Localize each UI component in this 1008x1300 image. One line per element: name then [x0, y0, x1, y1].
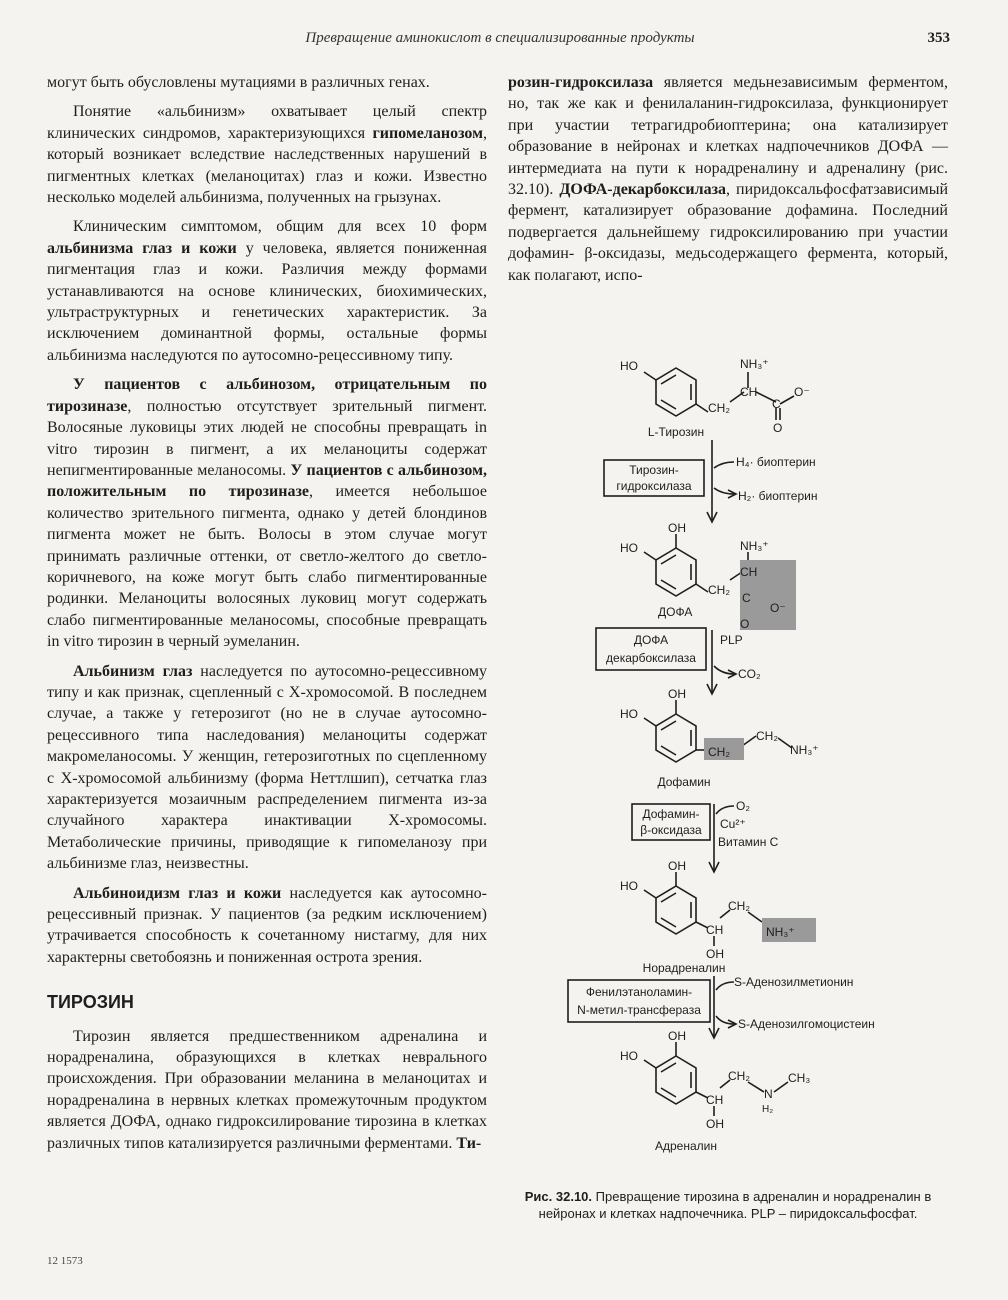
label-ch2: CH₂ — [756, 729, 778, 743]
enzyme2-line1: ДОФА — [633, 633, 669, 647]
label-ho: HO — [620, 1049, 638, 1063]
label-oh: OH — [706, 947, 724, 961]
label-o: O — [740, 617, 750, 631]
label-o2: O₂ — [736, 799, 750, 813]
cofactor-h2: H₂· биоптерин — [738, 489, 818, 503]
label-o: O — [773, 421, 783, 435]
printer-signature: 12 1573 — [47, 1255, 83, 1267]
running-header — [0, 30, 1008, 50]
label-ho: HO — [620, 359, 638, 373]
label-nh3: NH₃⁺ — [740, 539, 769, 553]
label-n: N — [764, 1087, 773, 1101]
label-ch2: CH₂ — [728, 1069, 750, 1083]
page-number: 353 — [927, 30, 950, 46]
label-ch: CH — [740, 565, 758, 579]
label-ch: CH — [740, 385, 758, 399]
paragraph: Тирозин является предшественником адреналина и норадреналина, образующихся в клетках неврального происхождения. При образовании меланина в меланоцитах и норадреналина в нервных клетках промежуточным продуктом является ДОФА, однако гидроксилирование тирозина в клетках различных типов катализируется различными ферментами. Ти- — [47, 1027, 487, 1152]
label-ch: CH — [706, 923, 724, 937]
label-ch2: CH₂ — [708, 583, 730, 597]
label-h2: H₂ — [762, 1104, 774, 1115]
paragraph: розин-гидроксилаза является медьнезависимым ферментом, но, так же как и фенилаланин-гидроксилаза, функционирует при участии тетрагидробиоптерина; она катализирует образование в нейронах и клетках надпочечников ДОФА — интермедиата на пути к норадреналину и адреналину (рис. 32.10). ДОФА-декарбоксилаза, пиридоксальфосфатзависимый фермент, катализирует образование дофамина. Последний подвергается дальнейшему гидроксилированию при участии дофамин- β-оксидазы, медьсодержащего фермента, который, как полагают, испо- — [508, 74, 948, 284]
caption-label: Рис. 32.10. — [524, 1189, 593, 1204]
label-ho: HO — [620, 541, 638, 555]
label-ho: HO — [620, 879, 638, 893]
label-ch2: CH₂ — [708, 401, 730, 415]
paragraph: У пациентов с альбинозом, отрицательным по тирозиназе, полностью отсутствует зрительный пигмент. Волосяные луковицы этих людей не способны превращать in vitro тирозин в пигмент, а их меланоциты содержат непигментированные меланосомы. У пациентов с альбинозом, положительным по тирозиназе, имеется небольшое количество зрительного пигмента, однако у детей блондинов пигмента может не быть. Волосы в этом случае могут принимать различные оттенки, от светло-желтого до светло-коричневого, на коже могут быть слабо пигментированные родинки. Меланоциты волосяных луковиц могут содержать слабо пигментированные меланосомы, способные превращать in vitro тирозин в черный эумеланин. — [47, 376, 487, 651]
name-dopa: ДОФА — [658, 605, 693, 619]
section-title: ТИРОЗИН — [47, 992, 134, 1013]
figure-caption — [508, 1188, 948, 1222]
label-vitamin-c: Витамин C — [718, 835, 779, 849]
cofactor-h4: H₄· биоптерин — [736, 455, 816, 469]
label-oh: OH — [706, 1117, 724, 1131]
label-sam: S-Аденозилметионин — [734, 975, 854, 989]
paragraph: Клиническим симптомом, общим для всех 10 форм альбинизма глаз и кожи у человека, является пониженная пигментация глаз и кожи. Различия между формами устанавливаются на основе клинических, биохимических, ультраструктурных и генетических характеристик. За исключением доминантной формы, остальные формы альбинизма наследуются по аутосомно-рецессивному типу. — [47, 218, 488, 364]
label-oh: OH — [668, 521, 686, 535]
name-adrenaline: Адреналин — [655, 1139, 717, 1153]
name-noradrenaline: Норадреналин — [642, 961, 726, 975]
label-ch2: CH₂ — [708, 745, 730, 759]
right-column — [508, 72, 948, 294]
left-column — [47, 72, 487, 1162]
paragraph: могут быть обусловлены мутациями в различных генах. — [47, 74, 430, 91]
paragraph: Альбиноидизм глаз и кожи наследуется как аутосомно-рецессивный признак. У пациентов (за редким исключением) утрачивается способность к сочетанному нистагму, для них характерны светобоязнь и пониженная острота зрения. — [47, 884, 487, 966]
enzyme4-line2: N-метил-трансфераза — [577, 1003, 701, 1017]
figure-pathway — [508, 340, 958, 1170]
label-ch2: CH₂ — [728, 899, 750, 913]
label-cu: Cu²⁺ — [720, 817, 746, 831]
running-title: Превращение аминокислот в специализированные продукты — [305, 30, 695, 46]
name-tyrosine: L-Тирозин — [647, 425, 705, 439]
paragraph: Альбинизм глаз наследуется по аутосомно-рецессивному типу и как признак, сцепленный с X-хромосомой. В последнем случае, а также у гетерозигот (но не в случае аутосомно-рецессивного типа наследования) меланоциты содержат макромеланосомы. У женщин, гетерозиготных по сцепленному с X-хромосомой альбинизму (форма Неттлшип), сетчатка глаз характеризуется мозаичным распределением пигмента из-за случайного характера инактивации X-хромосомы. Метаболические причины, приводящие к гипомеланозу при альбинизме глаз, неизвестны. — [47, 662, 488, 873]
label-o-minus: O⁻ — [794, 385, 810, 399]
label-ch: CH — [706, 1093, 724, 1107]
enzyme2-line2: декарбоксилаза — [606, 651, 696, 665]
enzyme3-line2: β-оксидаза — [640, 823, 702, 837]
label-co2: CO₂ — [738, 667, 761, 681]
label-c: C — [772, 397, 781, 411]
label-ch3: CH₃ — [788, 1071, 811, 1085]
paragraph: Понятие «альбинизм» охватывает целый спектр клинических синдромов, характеризующихся гипомеланозом, который возникает вследствие наследственных нарушений в пигментных клетках (меланоцитах) глаз и кожи. Известно несколько моделей альбинизма, полученных на грызунах. — [47, 103, 487, 207]
label-oh: OH — [668, 859, 686, 873]
label-nh3: NH₃⁺ — [740, 357, 769, 371]
name-dopamine: Дофамин — [657, 775, 711, 789]
enzyme1-line2: гидроксилаза — [616, 479, 692, 493]
label-oh: OH — [668, 1029, 686, 1043]
label-nh3: NH₃⁺ — [790, 743, 819, 757]
label-ho: HO — [620, 707, 638, 721]
label-o-minus: O⁻ — [770, 601, 786, 615]
label-nh3: NH₃⁺ — [766, 925, 795, 939]
enzyme1-line1: Тирозин- — [629, 463, 679, 477]
label-oh: OH — [668, 687, 686, 701]
enzyme4-line1: Фенилэтаноламин- — [585, 985, 693, 999]
label-sah: S-Аденозилгомоцистеин — [738, 1017, 875, 1031]
label-c: C — [742, 591, 751, 605]
pathway-diagram — [508, 340, 958, 1170]
label-plp: PLP — [720, 633, 743, 647]
enzyme3-line1: Дофамин- — [642, 807, 700, 821]
caption-text: Превращение тирозина в адреналин и норадреналин в нейронах и клетках надпочечника. PLP – пиридоксальфосфат. — [538, 1189, 932, 1221]
